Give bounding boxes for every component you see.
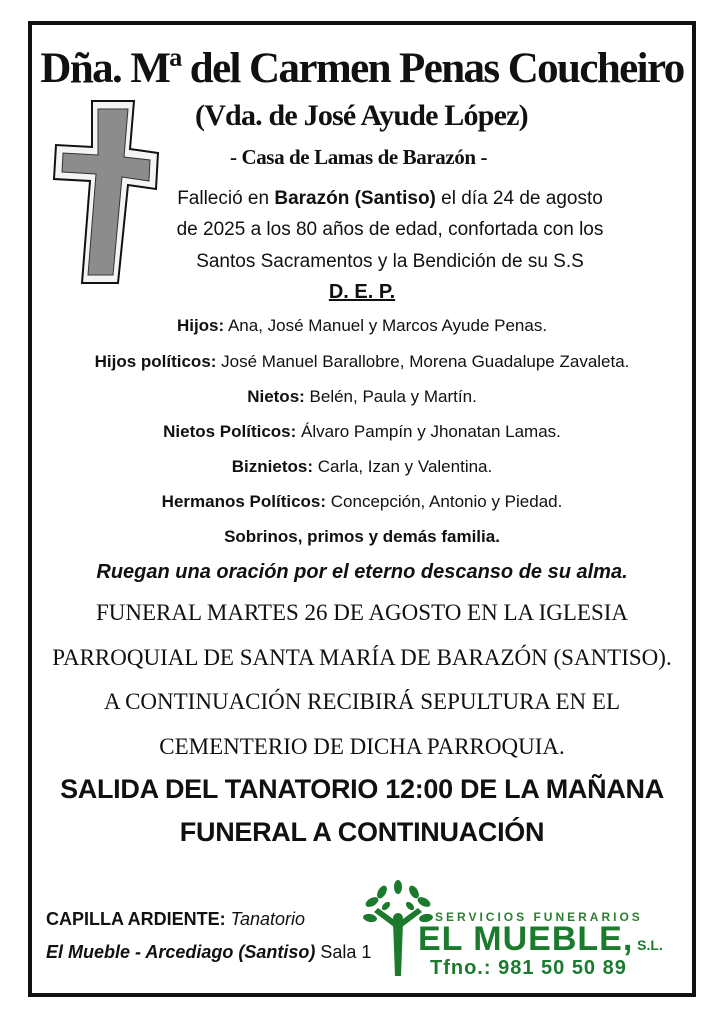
family-row: Hijos políticos: José Manuel Barallobre, Morena Guadalupe Zavaleta. [94, 352, 630, 371]
house-name: - Casa de Lamas de Barazón - [230, 145, 488, 169]
family-row: Hijos: Ana, José Manuel y Marcos Ayude Penas. [176, 316, 548, 335]
death-line-1: Falleció en Barazón (Santiso) el día 24 de agosto [177, 188, 603, 209]
family-row: Nietos: Belén, Paula y Martín. [247, 387, 477, 406]
departure-time: SALIDA DEL TANATORIO 12:00 DE LA MAÑANA [60, 774, 664, 804]
funeral-after: FUNERAL A CONTINUACIÓN [179, 817, 545, 847]
deceased-name: Dña. Mª del Carmen Penas Coucheiro [40, 45, 684, 92]
funeral-line-1: FUNERAL MARTES 26 DE AGOSTO EN LA IGLESIA [95, 600, 629, 625]
logo-subtitle: SERVICIOS FUNERARIOS [435, 910, 643, 924]
chapel-line-2: El Mueble - Arcediago (Santiso) Sala 1 [46, 942, 372, 962]
logo-phone: Tfno.: 981 50 50 89 [430, 957, 627, 979]
death-line-2: de 2025 a los 80 años de edad, confortada con los [176, 219, 604, 240]
funeral-line-4: CEMENTERIO DE DICHA PARROQUIA. [159, 734, 565, 759]
relatives-line: Sobrinos, primos y demás familia. [224, 527, 500, 546]
dep-heading: D. E. P. [328, 281, 396, 303]
chapel-line-1: CAPILLA ARDIENTE: Tanatorio [46, 909, 306, 929]
family-row: Hermanos Políticos: Concepción, Antonio y Piedad. [161, 492, 563, 511]
death-line-3: Santos Sacramentos y la Bendición de su S.S [196, 251, 584, 272]
family-row: Nietos Políticos: Álvaro Pampín y Jhonatan Lamas. [163, 422, 561, 441]
funeral-line-2: PARROQUIAL DE SANTA MARÍA DE BARAZÓN (SANTISO). [52, 645, 672, 670]
family-row: Biznietos: Carla, Izan y Valentina. [231, 457, 493, 476]
funeral-line-3: A CONTINUACIÓN RECIBIRÁ SEPULTURA EN EL [103, 689, 621, 714]
widow-of: (Vda. de José Ayude López) [195, 99, 528, 132]
cross-icon [50, 97, 160, 287]
logo-name: EL MUEBLE, S.L. [418, 920, 663, 958]
prayer-line: Ruegan una oración por el eterno descanso de su alma. [96, 561, 628, 583]
